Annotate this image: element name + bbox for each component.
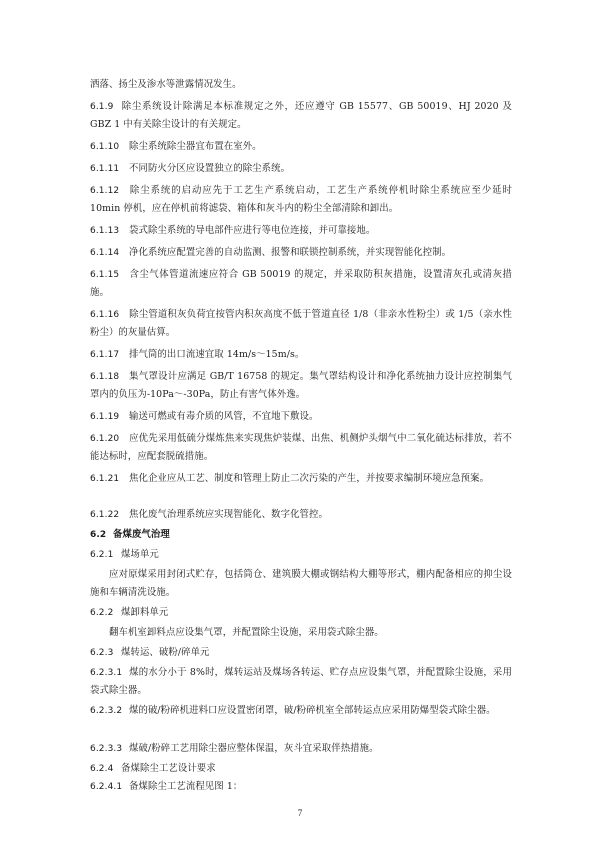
clause-6-1-19 [90, 408, 512, 426]
clause-text: 除尘系统设计除满足本标准规定之外，还应遵守 GB 15577、GB 50019、HJ 2020 及 GBZ 1 中有关除尘设计的有关规定。 [90, 101, 512, 130]
clause-number: 6.1.20 [90, 434, 120, 444]
section-heading-6-2 [90, 526, 512, 544]
clause-text: 除尘管道积灰负荷宜按管内积灰高度不低于管道直径 1/8（非亲水性粉尘）或 1/5（亲水性粉尘）的灰量估算。 [90, 309, 512, 338]
clause-6-1-16 [90, 306, 512, 342]
clause-number: 6.1.9 [90, 102, 114, 112]
clause-6-1-17 [90, 346, 512, 364]
subsection-6-2-1 [90, 546, 512, 564]
item-text: 煤的水分小于 8%时，煤转运站及煤场各转运、贮存点应设集气罩，并配置除尘设施，采用袋式除尘器。 [90, 667, 512, 696]
item-text: 煤的破/粉碎机进料口应设置密闭罩，破/粉碎机室全部转运点应采用防爆型袋式除尘器。 [129, 705, 496, 716]
item-text: 煤破/粉碎工艺用除尘器应整体保温，灰斗宜采取伴热措施。 [129, 743, 379, 754]
clause-text: 净化系统应配置完善的自动监测、报警和联锁控制系统，并实现智能化控制。 [129, 247, 452, 258]
clause-text: 集气罩设计应满足 GB/T 16758 的规定。集气罩结构设计和净化系统抽力设计应控制集气罩内的负压为-10Pa～-30Pa，防止有害气体外逸。 [90, 371, 512, 400]
clause-text: 焦化企业应从工艺、制度和管理上防止二次污染的产生，并按要求编制环境应急预案。 [129, 473, 490, 484]
clause-text: 袋式除尘系统的导电部件应进行等电位连接，并可靠接地。 [129, 225, 376, 236]
clause-6-1-21 [90, 470, 512, 488]
subsection-6-2-2-body: 翻车机室卸料点应设集气罩，并配置除尘设施，采用袋式除尘器。 [109, 627, 384, 638]
clause-number: 6.1.14 [90, 248, 120, 258]
subsection-title: 煤卸料单元 [121, 607, 169, 618]
clause-number: 6.1.17 [90, 350, 120, 360]
subsection-number: 6.2.1 [90, 550, 114, 560]
clause-number: 6.1.12 [90, 186, 120, 196]
subsection-title: 煤转运、破粉/碎单元 [121, 647, 210, 658]
clause-6-1-10 [90, 138, 512, 156]
item-number: 6.2.3.3 [90, 744, 123, 754]
clause-text: 应优先采用低硫分煤炼焦来实现焦炉装煤、出焦、机侧炉头烟气中二氧化硫达标排放，若不能达标时，应配套脱硫措施。 [90, 433, 512, 462]
subsection-title: 备煤除尘工艺设计要求 [121, 763, 216, 774]
subsection-number: 6.2.4 [90, 764, 114, 774]
clause-text: 焦化废气治理系统应实现智能化、数字化管控。 [129, 509, 328, 520]
subsection-6-2-3 [90, 644, 512, 662]
item-6-2-3-1 [90, 664, 512, 700]
subsection-6-2-2 [90, 604, 512, 622]
subsection-6-2-4 [90, 760, 512, 778]
subsection-title: 煤场单元 [121, 549, 159, 560]
clause-number: 6.1.16 [90, 310, 120, 320]
clause-6-1-12 [90, 182, 512, 218]
section-title: 备煤废气治理 [113, 529, 170, 540]
page-number: 7 [297, 808, 303, 818]
subsection-number: 6.2.3 [90, 648, 114, 658]
clause-6-1-22 [90, 506, 512, 524]
clause-number: 6.1.19 [90, 412, 120, 422]
clause-number: 6.1.11 [90, 164, 120, 174]
item-6-2-3-3 [90, 740, 512, 758]
clause-6-1-11 [90, 160, 512, 178]
item-6-2-3-2 [90, 702, 512, 720]
clause-text: 含尘气体管道流速应符合 GB 50019 的规定，并采取防积灰措施，设置清灰孔或清灰措施。 [90, 269, 512, 298]
item-number: 6.2.3.2 [90, 706, 123, 716]
subsection-6-2-1-body: 应对原煤采用封闭式贮存，包括筒仓、建筑膜大棚或钢结构大棚等形式，棚内配备相应的抑尘设施和车辆清洗设施。 [90, 569, 512, 598]
clause-6-1-9 [90, 98, 512, 134]
section-number: 6.2 [90, 530, 107, 540]
clause-text: 除尘系统的启动应先于工艺生产系统启动，工艺生产系统停机时除尘系统应至少延时 10min 停机，应在停机前将滤袋、箱体和灰斗内的粉尘全部清除和卸出。 [90, 185, 512, 214]
clause-number: 6.1.18 [90, 372, 120, 382]
clause-number: 6.1.13 [90, 226, 120, 236]
clause-6-1-20 [90, 430, 512, 466]
subsection-number: 6.2.2 [90, 608, 114, 618]
clause-text: 排气筒的出口流速宜取 14m/s～15m/s。 [129, 349, 305, 360]
clause-text: 输送可燃或有毒介质的风管，不宜地下敷设。 [129, 411, 319, 422]
item-number: 6.2.3.1 [90, 668, 123, 678]
continuation-text: 洒落、扬尘及渗水等泄露情况发生。 [90, 79, 242, 90]
clause-6-1-13 [90, 222, 512, 240]
clause-6-1-18 [90, 368, 512, 404]
clause-text: 不同防火分区应设置独立的除尘系统。 [129, 163, 291, 174]
clause-6-1-14 [90, 244, 512, 262]
clause-6-1-15 [90, 266, 512, 302]
item-text: 备煤除尘工艺流程见图 1： [129, 781, 243, 792]
clause-number: 6.1.10 [90, 142, 120, 152]
clause-text: 除尘系统除尘器宜布置在室外。 [129, 141, 262, 152]
item-number: 6.2.4.1 [90, 782, 123, 792]
clause-number: 6.1.22 [90, 510, 120, 520]
clause-number: 6.1.21 [90, 474, 120, 484]
clause-number: 6.1.15 [90, 270, 120, 280]
item-6-2-4-1 [90, 778, 512, 796]
